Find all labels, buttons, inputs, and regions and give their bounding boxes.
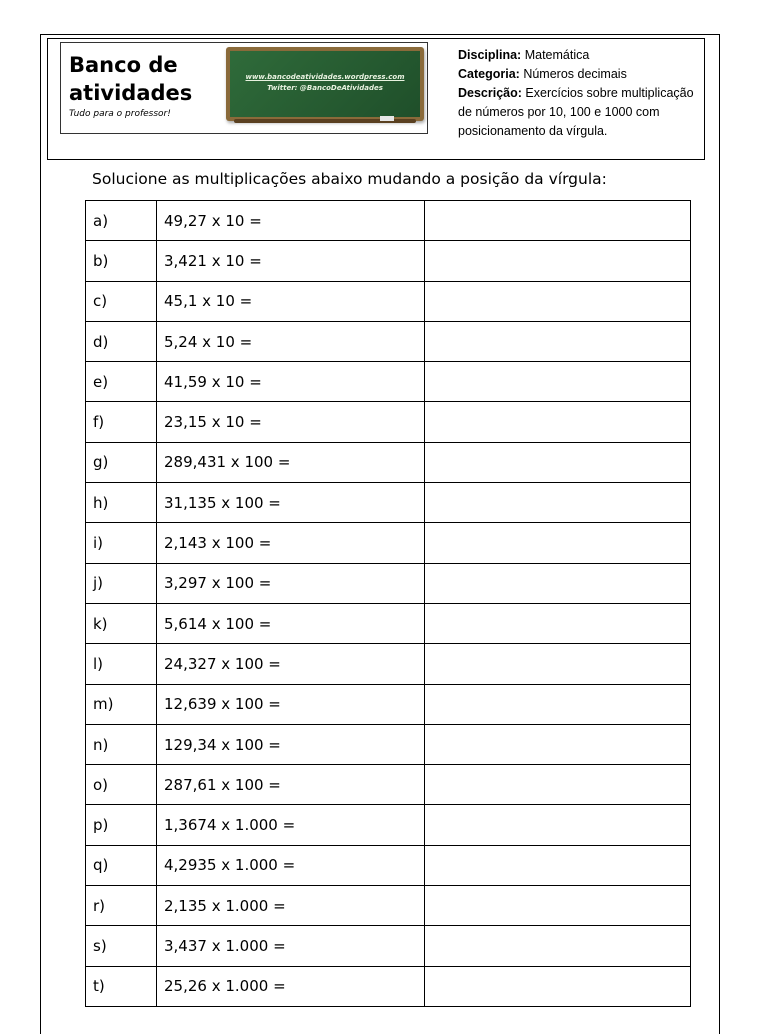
answer-cell[interactable]	[425, 321, 691, 361]
table-row	[86, 483, 691, 523]
exercise-expression: 3,437 x 1.000 =	[157, 926, 425, 966]
exercise-letter: a)	[86, 201, 157, 241]
answer-cell[interactable]	[425, 724, 691, 764]
exercise-expression: 2,135 x 1.000 =	[157, 886, 425, 926]
exercise-letter: n)	[86, 724, 157, 764]
answer-cell[interactable]	[425, 402, 691, 442]
instruction-text: Solucione as multiplicações abaixo mudando a posição da vírgula:	[92, 170, 607, 188]
exercise-letter: k)	[86, 603, 157, 643]
categoria-value: Números decimais	[523, 67, 627, 81]
table-row	[86, 724, 691, 764]
exercise-letter: t)	[86, 966, 157, 1006]
header-meta	[458, 46, 703, 141]
table-row	[86, 563, 691, 603]
answer-cell[interactable]	[425, 765, 691, 805]
chalkboard-url: www.bancodeatividades.wordpress.com	[245, 73, 405, 81]
exercise-expression: 289,431 x 100 =	[157, 442, 425, 482]
exercise-expression: 49,27 x 10 =	[157, 201, 425, 241]
chalkboard-image	[226, 47, 424, 121]
exercise-expression: 4,2935 x 1.000 =	[157, 845, 425, 885]
exercise-expression: 25,26 x 1.000 =	[157, 966, 425, 1006]
categoria-label: Categoria:	[458, 67, 520, 81]
disciplina-label: Disciplina:	[458, 48, 522, 62]
exercise-letter: q)	[86, 845, 157, 885]
table-row	[86, 362, 691, 402]
exercise-table	[85, 200, 691, 1007]
exercise-letter: c)	[86, 281, 157, 321]
table-row	[86, 644, 691, 684]
table-row	[86, 603, 691, 643]
chalkboard-twitter: Twitter: @BancoDeAtividades	[267, 84, 383, 92]
exercise-letter: e)	[86, 362, 157, 402]
answer-cell[interactable]	[425, 684, 691, 724]
exercise-expression: 287,61 x 100 =	[157, 765, 425, 805]
exercise-expression: 45,1 x 10 =	[157, 281, 425, 321]
exercise-expression: 3,297 x 100 =	[157, 563, 425, 603]
exercise-letter: h)	[86, 483, 157, 523]
table-row	[86, 402, 691, 442]
answer-cell[interactable]	[425, 845, 691, 885]
descricao-line	[458, 84, 703, 141]
table-row	[86, 281, 691, 321]
answer-cell[interactable]	[425, 241, 691, 281]
table-row	[86, 966, 691, 1006]
answer-cell[interactable]	[425, 966, 691, 1006]
answer-cell[interactable]	[425, 201, 691, 241]
table-row	[86, 684, 691, 724]
exercise-letter: s)	[86, 926, 157, 966]
exercise-expression: 31,135 x 100 =	[157, 483, 425, 523]
exercise-letter: g)	[86, 442, 157, 482]
answer-cell[interactable]	[425, 886, 691, 926]
table-row	[86, 805, 691, 845]
exercise-letter: m)	[86, 684, 157, 724]
exercise-expression: 24,327 x 100 =	[157, 644, 425, 684]
descricao-value: Exercícios sobre multiplicação de números por 10, 100 e 1000 com posicionamento da vírgula.	[458, 86, 694, 138]
answer-cell[interactable]	[425, 805, 691, 845]
table-row	[86, 201, 691, 241]
exercise-letter: o)	[86, 765, 157, 805]
logo-title: Banco de atividades	[69, 53, 193, 105]
exercise-letter: f)	[86, 402, 157, 442]
exercise-letter: p)	[86, 805, 157, 845]
exercise-expression: 12,639 x 100 =	[157, 684, 425, 724]
eraser-icon	[380, 116, 394, 121]
answer-cell[interactable]	[425, 362, 691, 402]
exercise-expression: 5,614 x 100 =	[157, 603, 425, 643]
descricao-label: Descrição:	[458, 86, 522, 100]
answer-cell[interactable]	[425, 603, 691, 643]
answer-cell[interactable]	[425, 644, 691, 684]
logo-tagline: Tudo para o professor!	[69, 109, 171, 119]
exercise-expression: 5,24 x 10 =	[157, 321, 425, 361]
table-row	[86, 442, 691, 482]
table-row	[86, 886, 691, 926]
answer-cell[interactable]	[425, 442, 691, 482]
categoria-line	[458, 65, 703, 84]
answer-cell[interactable]	[425, 926, 691, 966]
table-row	[86, 321, 691, 361]
disciplina-line	[458, 46, 703, 65]
exercise-letter: r)	[86, 886, 157, 926]
answer-cell[interactable]	[425, 563, 691, 603]
table-row	[86, 845, 691, 885]
table-row	[86, 765, 691, 805]
logo	[60, 42, 428, 134]
exercise-expression: 129,34 x 100 =	[157, 724, 425, 764]
table-row	[86, 523, 691, 563]
answer-cell[interactable]	[425, 483, 691, 523]
disciplina-value: Matemática	[524, 48, 590, 62]
exercise-expression: 1,3674 x 1.000 =	[157, 805, 425, 845]
exercise-letter: i)	[86, 523, 157, 563]
chalkboard-surface	[230, 51, 420, 117]
exercise-letter: l)	[86, 644, 157, 684]
table-row	[86, 926, 691, 966]
exercise-expression: 3,421 x 10 =	[157, 241, 425, 281]
answer-cell[interactable]	[425, 281, 691, 321]
exercise-expression: 2,143 x 100 =	[157, 523, 425, 563]
answer-cell[interactable]	[425, 523, 691, 563]
exercise-expression: 41,59 x 10 =	[157, 362, 425, 402]
exercise-letter: d)	[86, 321, 157, 361]
exercise-expression: 23,15 x 10 =	[157, 402, 425, 442]
exercise-letter: b)	[86, 241, 157, 281]
table-row	[86, 241, 691, 281]
exercise-letter: j)	[86, 563, 157, 603]
